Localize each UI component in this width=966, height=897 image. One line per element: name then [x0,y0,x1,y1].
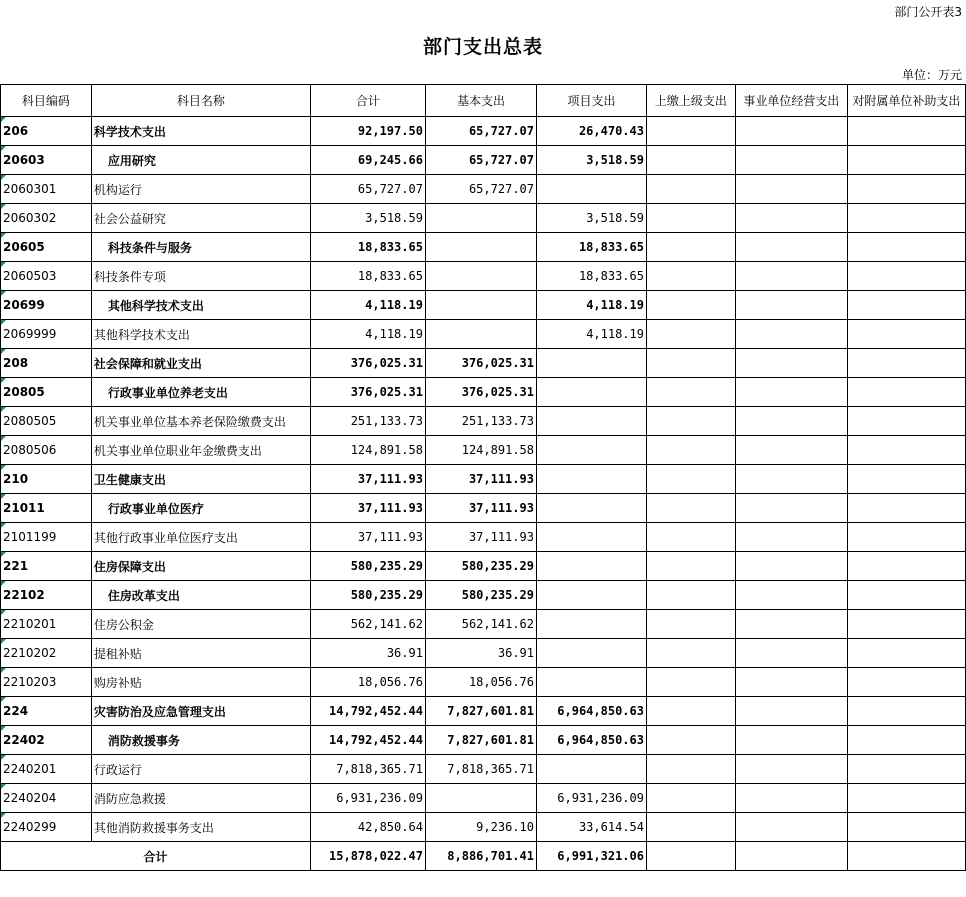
cell-subsidy [847,436,965,465]
cell-upper [646,204,735,233]
cell-name: 灾害防治及应急管理支出 [91,697,310,726]
cell-business [735,581,847,610]
cell-code: 22102 [1,581,92,610]
cell-project [536,465,646,494]
header-business: 事业单位经营支出 [735,85,847,117]
page-title: 部门支出总表 [422,36,543,58]
cell-business [735,523,847,552]
cell-project: 6,964,850.63 [536,697,646,726]
cell-upper [646,465,735,494]
header-project: 项目支出 [536,85,646,117]
table-row [1,407,966,436]
cell-total: 6,931,236.09 [310,784,425,813]
cell-project [536,436,646,465]
cell-basic [425,262,536,291]
cell-basic: 580,235.29 [425,552,536,581]
cell-total: 124,891.58 [310,436,425,465]
cell-basic: 65,727.07 [425,175,536,204]
cell-subsidy [847,523,965,552]
cell-code: 20603 [1,146,92,175]
header-name: 科目名称 [91,85,310,117]
cell-code: 2060301 [1,175,92,204]
cell-basic: 7,827,601.81 [425,726,536,755]
cell-total: 251,133.73 [310,407,425,436]
unit-label: 单位：万元 [901,68,962,82]
cell-subsidy [847,581,965,610]
cell-basic [425,204,536,233]
cell-subsidy [847,349,965,378]
cell-code: 2080505 [1,407,92,436]
cell-subsidy [847,610,965,639]
cell-business [735,378,847,407]
cell-upper [646,552,735,581]
cell-code: 208 [1,349,92,378]
cell-total: 580,235.29 [310,581,425,610]
table-row [1,378,966,407]
cell-upper [646,291,735,320]
cell-name: 其他科学技术支出 [91,320,310,349]
cell-business [735,175,847,204]
cell-business [735,117,847,146]
table-row [1,552,966,581]
cell-business [735,349,847,378]
cell-basic: 562,141.62 [425,610,536,639]
cell-subsidy [847,668,965,697]
table-row [1,465,966,494]
report-number-label: 部门公开表3 [894,5,962,19]
cell-total: 4,118.19 [310,320,425,349]
cell-total: 18,833.65 [310,233,425,262]
cell-business [735,407,847,436]
cell-name: 机关事业单位基本养老保险缴费支出 [91,407,310,436]
cell-project [536,581,646,610]
cell-name: 社会保障和就业支出 [91,349,310,378]
cell-subsidy [847,697,965,726]
cell-name: 行政事业单位养老支出 [91,378,310,407]
cell-code: 2060302 [1,204,92,233]
cell-subsidy [847,204,965,233]
table-row [1,813,966,842]
cell-basic [425,233,536,262]
cell-business [735,552,847,581]
table-row [1,262,966,291]
cell-project [536,349,646,378]
cell-upper [646,146,735,175]
cell-business [735,813,847,842]
cell-code: 2210202 [1,639,92,668]
cell-business [735,494,847,523]
cell-code: 20805 [1,378,92,407]
cell-business [735,784,847,813]
cell-project [536,494,646,523]
cell-code: 20699 [1,291,92,320]
cell-subsidy [847,146,965,175]
cell-name: 科技条件专项 [91,262,310,291]
cell-upper [646,610,735,639]
table-row [1,668,966,697]
total-subsidy [847,842,965,871]
total-row [1,842,966,871]
cell-upper [646,407,735,436]
cell-basic [425,320,536,349]
header-code: 科目编码 [1,85,92,117]
cell-project [536,175,646,204]
cell-project: 4,118.19 [536,320,646,349]
total-project: 6,991,321.06 [536,842,646,871]
cell-subsidy [847,784,965,813]
cell-upper [646,523,735,552]
cell-basic [425,291,536,320]
cell-name: 卫生健康支出 [91,465,310,494]
cell-code: 2240201 [1,755,92,784]
cell-business [735,465,847,494]
cell-name: 住房保障支出 [91,552,310,581]
table-row [1,320,966,349]
cell-upper [646,726,735,755]
cell-name: 其他科学技术支出 [91,291,310,320]
cell-upper [646,494,735,523]
total-sum: 15,878,022.47 [310,842,425,871]
cell-subsidy [847,407,965,436]
cell-total: 580,235.29 [310,552,425,581]
cell-project: 26,470.43 [536,117,646,146]
cell-code: 21011 [1,494,92,523]
cell-name: 消防应急救援 [91,784,310,813]
cell-project [536,668,646,697]
cell-subsidy [847,262,965,291]
cell-code: 221 [1,552,92,581]
cell-code: 2240204 [1,784,92,813]
table-row [1,146,966,175]
cell-total: 14,792,452.44 [310,726,425,755]
cell-name: 应用研究 [91,146,310,175]
cell-code: 2240299 [1,813,92,842]
cell-upper [646,668,735,697]
cell-basic: 36.91 [425,639,536,668]
cell-business [735,610,847,639]
cell-subsidy [847,233,965,262]
cell-subsidy [847,320,965,349]
table-row [1,291,966,320]
cell-name: 购房补贴 [91,668,310,697]
header-row [1,85,966,117]
cell-business [735,697,847,726]
cell-upper [646,320,735,349]
cell-basic: 376,025.31 [425,349,536,378]
cell-business [735,755,847,784]
header-total: 合计 [310,85,425,117]
cell-basic: 9,236.10 [425,813,536,842]
table-row [1,117,966,146]
cell-basic: 376,025.31 [425,378,536,407]
table-row [1,349,966,378]
table-row [1,726,966,755]
cell-total: 376,025.31 [310,349,425,378]
cell-name: 科技条件与服务 [91,233,310,262]
cell-project [536,639,646,668]
cell-name: 社会公益研究 [91,204,310,233]
cell-business [735,320,847,349]
cell-code: 2101199 [1,523,92,552]
cell-business [735,436,847,465]
cell-basic: 37,111.93 [425,523,536,552]
cell-project: 3,518.59 [536,204,646,233]
cell-business [735,233,847,262]
cell-project [536,610,646,639]
total-upper [646,842,735,871]
cell-subsidy [847,726,965,755]
cell-upper [646,813,735,842]
cell-project: 33,614.54 [536,813,646,842]
cell-upper [646,784,735,813]
cell-name: 消防救援事务 [91,726,310,755]
total-basic: 8,886,701.41 [425,842,536,871]
table-row [1,755,966,784]
cell-upper [646,175,735,204]
cell-total: 18,833.65 [310,262,425,291]
cell-total: 14,792,452.44 [310,697,425,726]
cell-project [536,523,646,552]
cell-business [735,668,847,697]
header-upper: 上缴上级支出 [646,85,735,117]
cell-project: 4,118.19 [536,291,646,320]
cell-basic: 7,827,601.81 [425,697,536,726]
cell-project: 18,833.65 [536,262,646,291]
cell-upper [646,117,735,146]
cell-total: 562,141.62 [310,610,425,639]
cell-total: 42,850.64 [310,813,425,842]
cell-total: 376,025.31 [310,378,425,407]
header-subsidy: 对附属单位补助支出 [847,85,965,117]
cell-code: 206 [1,117,92,146]
cell-name: 提租补贴 [91,639,310,668]
cell-upper [646,233,735,262]
cell-total: 18,056.76 [310,668,425,697]
cell-code: 22402 [1,726,92,755]
cell-subsidy [847,175,965,204]
cell-project [536,378,646,407]
cell-basic: 37,111.93 [425,494,536,523]
cell-name: 行政事业单位医疗 [91,494,310,523]
cell-name: 其他行政事业单位医疗支出 [91,523,310,552]
table-row [1,784,966,813]
cell-code: 2210203 [1,668,92,697]
cell-subsidy [847,378,965,407]
cell-upper [646,262,735,291]
cell-business [735,639,847,668]
cell-project: 18,833.65 [536,233,646,262]
cell-basic: 37,111.93 [425,465,536,494]
cell-upper [646,349,735,378]
total-business [735,842,847,871]
cell-total: 92,197.50 [310,117,425,146]
cell-basic: 18,056.76 [425,668,536,697]
cell-upper [646,697,735,726]
cell-name: 机关事业单位职业年金缴费支出 [91,436,310,465]
cell-name: 科学技术支出 [91,117,310,146]
cell-name: 机构运行 [91,175,310,204]
cell-project: 6,964,850.63 [536,726,646,755]
cell-code: 2060503 [1,262,92,291]
cell-business [735,291,847,320]
expenditure-table [0,84,966,871]
cell-project [536,407,646,436]
cell-total: 37,111.93 [310,465,425,494]
cell-total: 37,111.93 [310,523,425,552]
cell-total: 36.91 [310,639,425,668]
cell-subsidy [847,465,965,494]
table-row [1,175,966,204]
cell-basic: 124,891.58 [425,436,536,465]
cell-basic: 251,133.73 [425,407,536,436]
cell-basic: 7,818,365.71 [425,755,536,784]
cell-subsidy [847,755,965,784]
cell-upper [646,581,735,610]
table-row [1,639,966,668]
cell-total: 3,518.59 [310,204,425,233]
cell-subsidy [847,639,965,668]
cell-subsidy [847,494,965,523]
table-row [1,494,966,523]
cell-code: 20605 [1,233,92,262]
cell-name: 行政运行 [91,755,310,784]
cell-name: 其他消防救援事务支出 [91,813,310,842]
cell-code: 2080506 [1,436,92,465]
cell-total: 69,245.66 [310,146,425,175]
table-row [1,610,966,639]
cell-name: 住房改革支出 [91,581,310,610]
cell-upper [646,436,735,465]
cell-project [536,755,646,784]
cell-upper [646,378,735,407]
cell-business [735,262,847,291]
table-row [1,204,966,233]
total-label: 合计 [1,842,311,871]
cell-upper [646,755,735,784]
cell-code: 224 [1,697,92,726]
table-row [1,581,966,610]
cell-name: 住房公积金 [91,610,310,639]
cell-subsidy [847,117,965,146]
cell-upper [646,639,735,668]
table-row [1,697,966,726]
cell-project [536,552,646,581]
header-basic: 基本支出 [425,85,536,117]
cell-total: 65,727.07 [310,175,425,204]
cell-business [735,726,847,755]
cell-subsidy [847,813,965,842]
cell-total: 7,818,365.71 [310,755,425,784]
cell-basic: 65,727.07 [425,146,536,175]
cell-project: 6,931,236.09 [536,784,646,813]
cell-business [735,204,847,233]
cell-code: 2069999 [1,320,92,349]
cell-basic: 65,727.07 [425,117,536,146]
cell-code: 2210201 [1,610,92,639]
cell-basic [425,784,536,813]
cell-basic: 580,235.29 [425,581,536,610]
cell-subsidy [847,552,965,581]
cell-project: 3,518.59 [536,146,646,175]
table-row [1,523,966,552]
table-row [1,233,966,262]
cell-total: 37,111.93 [310,494,425,523]
table-row [1,436,966,465]
cell-code: 210 [1,465,92,494]
cell-business [735,146,847,175]
cell-subsidy [847,291,965,320]
cell-total: 4,118.19 [310,291,425,320]
